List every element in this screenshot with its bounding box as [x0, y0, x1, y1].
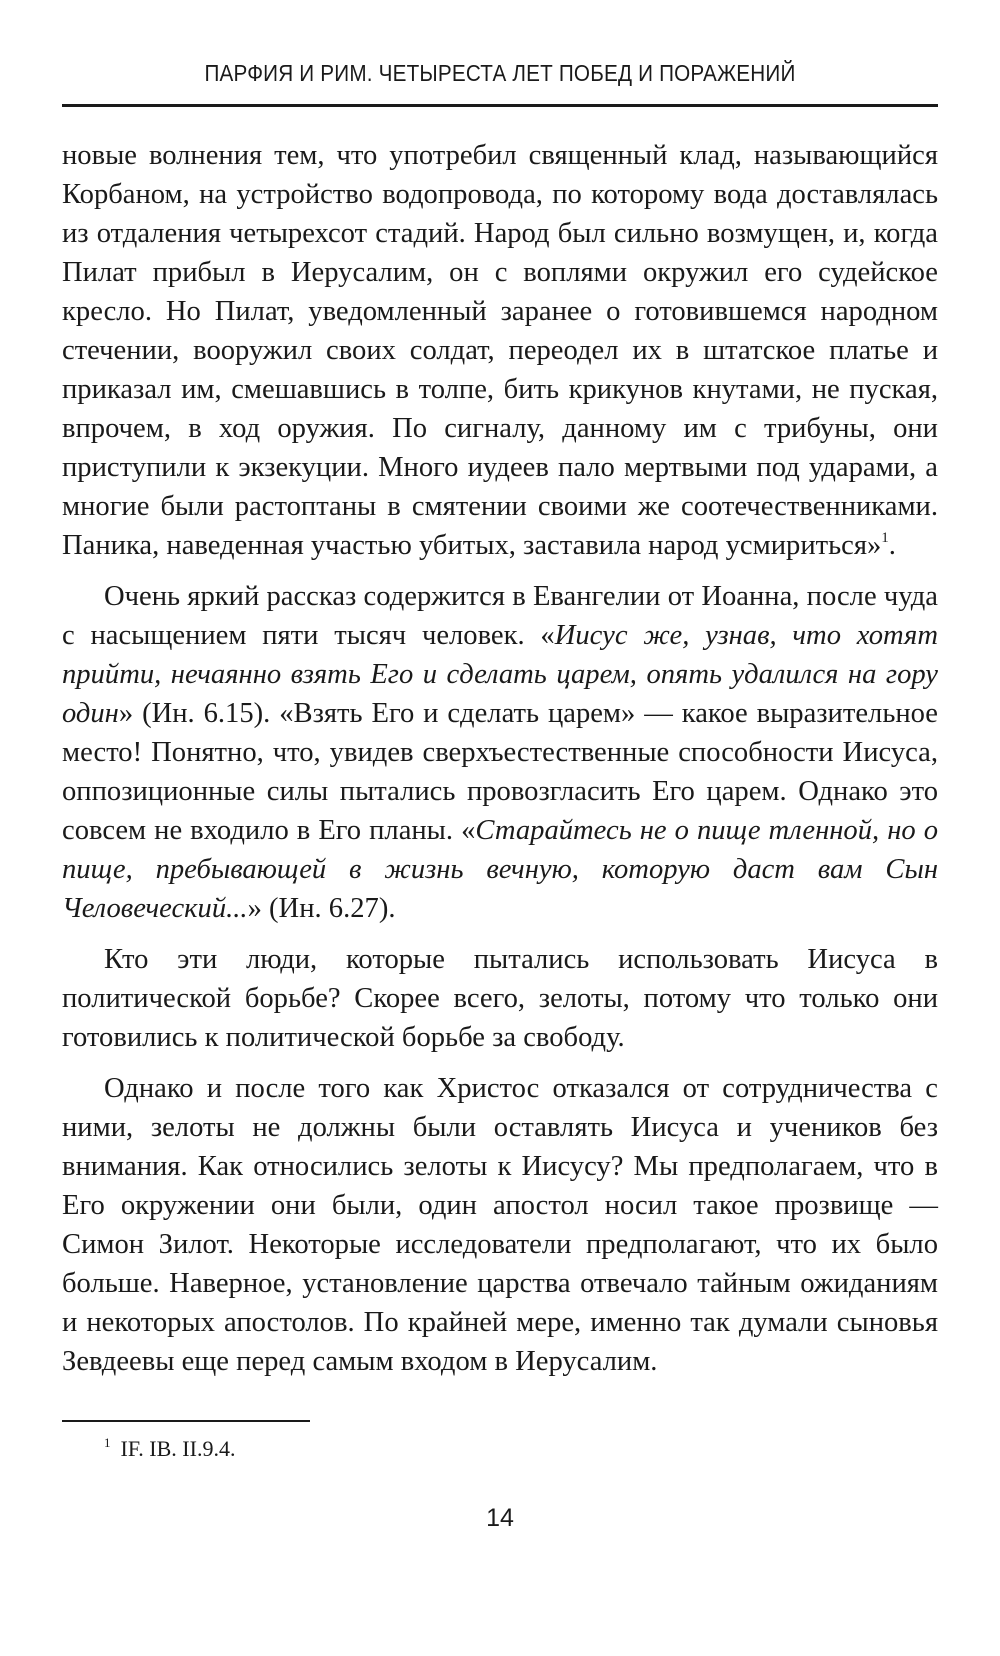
- header-rule: [62, 104, 938, 107]
- gospel-quote: Старайтесь не о пище тленной, но о пище, пребывающей в жизнь вечную, которую даст вам Сын Человеческий...: [62, 815, 938, 924]
- footnote-ref: 1: [881, 530, 889, 546]
- paragraph: [62, 136, 938, 565]
- text-segment: » (Ин. 6.27).: [247, 893, 396, 924]
- footnote: [104, 1434, 235, 1464]
- text-segment: новые волнения тем, что употребил священный клад, называющийся Корбаном, на устройство водопровода, по которому вода доставлялась из отдаления четырехсот стадий. Народ был сильно возмущен, и, когда Пилат прибыл в Иерусалим, он с воплями окружил его судейское кресло. Но Пилат, уведомленный заранее о готовившемся народном стечении, вооружил своих солдат, переодел их в штатское платье и приказал им, смешавшись в толпе, бить крикунов кнутами, не пуская, впрочем, в ход оружия. По сигналу, данному им с трибуны, они приступили к экзекуции. Много иудеев пало мертвыми под ударами, а многие были растоптаны в смятении своими же соотечественниками. Паника, наведенная участью убитых, заставила народ усмириться»: [62, 140, 938, 561]
- running-header: ПАРФИЯ И РИМ. ЧЕТЫРЕСТА ЛЕТ ПОБЕД И ПОРАЖЕНИЙ: [204, 60, 796, 86]
- gospel-quote: Иисус же, узнав, что хотят прийти, нечаянно взять Его и сделать царем, опять удалился на гору один: [62, 620, 938, 729]
- page-number: 14: [486, 1504, 514, 1532]
- text-segment: .: [888, 530, 896, 561]
- footnote-marker: 1: [104, 1435, 111, 1450]
- paragraph: [62, 940, 938, 1057]
- footnote-rule: [62, 1420, 310, 1422]
- paragraph: [62, 577, 938, 928]
- main-text: [62, 136, 938, 1381]
- text-segment: Однако и после того как Христос отказался от сотрудничества с ними, зелоты не должны были оставлять Иисуса и учеников без внимания. Как относились зелоты к Иисусу? Мы предполагаем, что в Его окружении они были, один апостол носил такое прозвище — Симон Зилот. Некоторые исследователи предполагают, что их было больше. Наверное, установление царства отвечало тайным ожиданиям и некоторых апостолов. По крайней мере, именно так думали сыновья Зевдеевы еще перед самым входом в Иерусалим.: [62, 1073, 938, 1377]
- text-segment: Кто эти люди, которые пытались использовать Иисуса в политической борьбе? Скорее всего, зелоты, потому что только они готовились к политической борьбе за свободу.: [62, 944, 938, 1053]
- text-segment: Очень яркий рассказ содержится в Евангелии от Иоанна, после чуда с насыщением пяти тысяч человек. «: [62, 581, 938, 651]
- paragraph: [62, 1069, 938, 1381]
- text-segment: » (Ин. 6.15). «Взять Его и сделать царем» — какое выразительное место! Понятно, что, увидев сверхъестественные способности Иисуса, оппозиционные силы пытались провозгласить Его царем. Однако это совсем не входило в Его планы. «: [62, 698, 938, 846]
- footnote-text: IF. IB. II.9.4.: [120, 1436, 236, 1461]
